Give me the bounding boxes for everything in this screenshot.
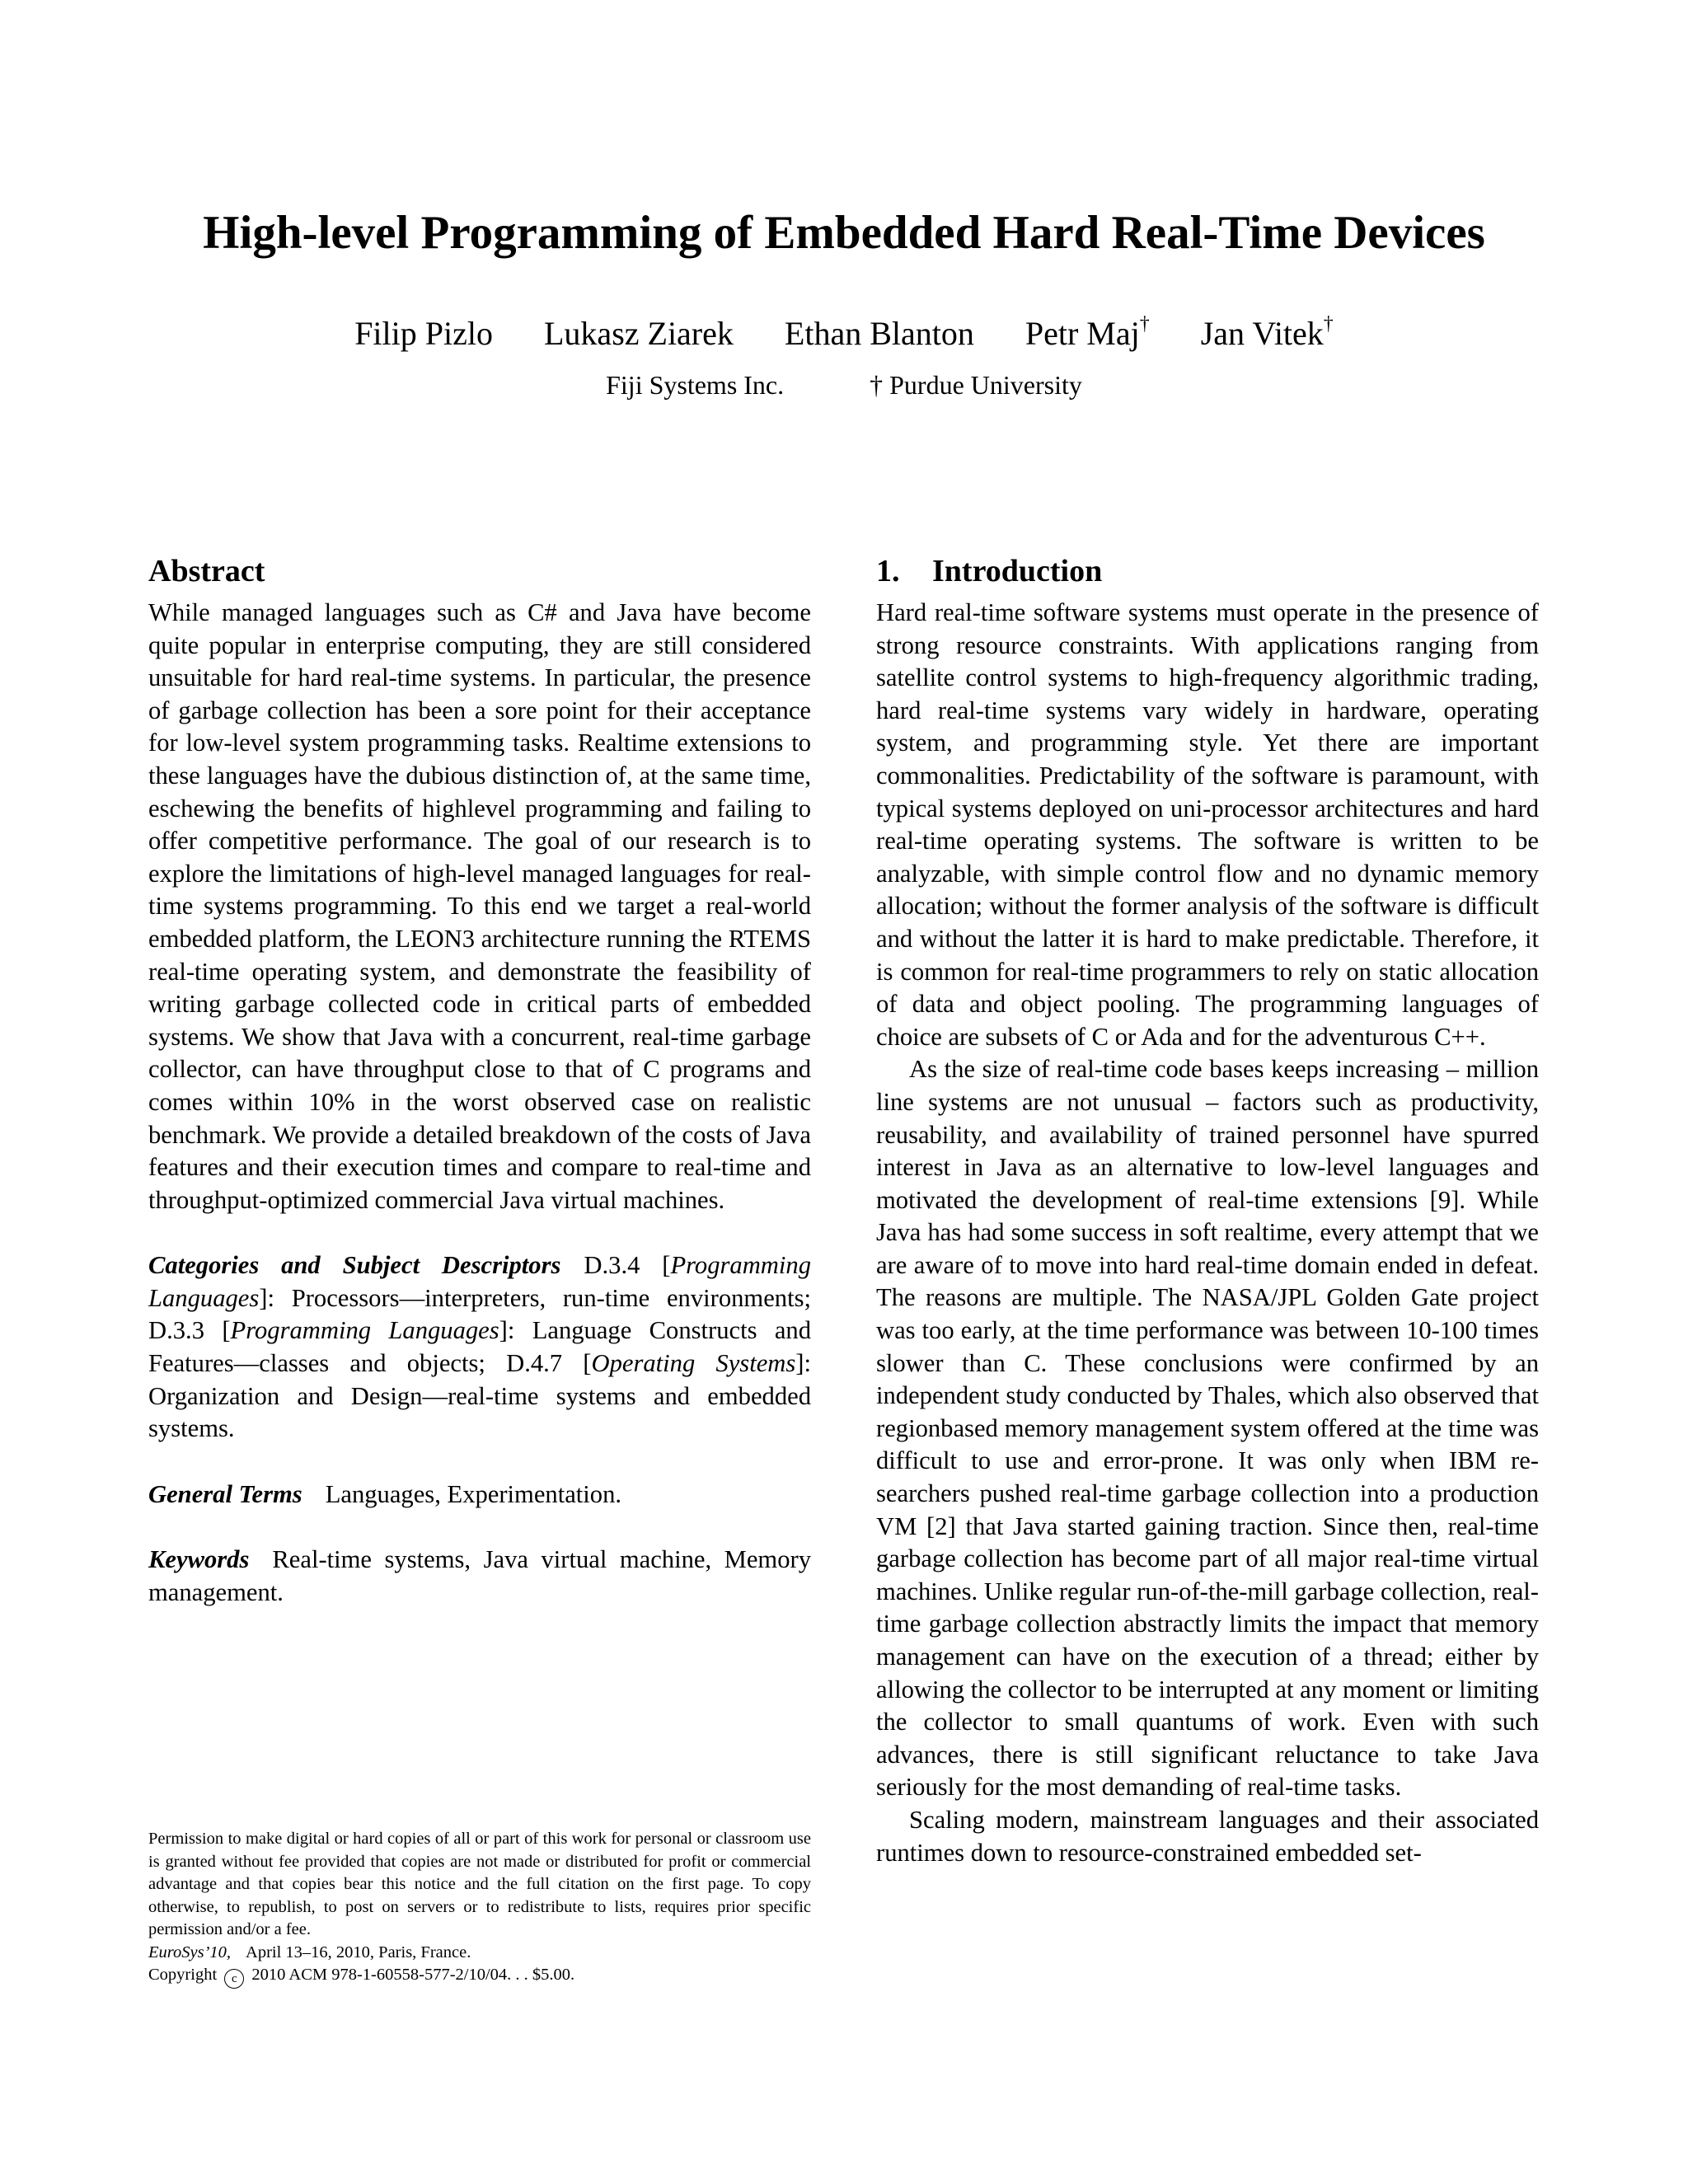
venue-name: EuroSys’10, — [148, 1943, 232, 1961]
author-name: Petr Maj — [1025, 315, 1140, 352]
author-name: Filip Pizlo — [354, 315, 493, 352]
abstract-text: While managed languages such as C# and Java have become quite popular in enterprise computing, they are still considered unsuitable for hard real-time systems. In particular, the presence of garbage collection has been a sore point for their acceptance for low-level system programming tasks. Realtime extensions to these languages have the dubious distinction of, at the same time, eschewing the benefits of highlevel programming and failing to offer competitive performance. The goal of our research is to explore the limitations of high-level managed languages for real-time systems programming. To this end we target a real-world embedded platform, the LEON3 architecture running the RTEMS real-time operating system, and demonstrate the feasibility of writing garbage collected code in critical parts of embedded systems. We show that Java with a concurrent, real-time garbage collector, can have throughput close to that of C programs and comes within 10% in the worst observed case on realistic benchmark. We provide a detailed breakdown of the costs of Java features and their execution times and compare to real-time and throughput-optimized commercial Java virtual machines. — [148, 598, 811, 1214]
author-name: Ethan Blanton — [784, 315, 974, 352]
copyright-text: 2010 ACM 978-1-60558-577-2/10/04. . . $5.00. — [251, 1966, 575, 1984]
permission-notice — [148, 1828, 811, 1989]
section-heading — [876, 551, 1539, 592]
abstract-heading: Abstract — [148, 554, 265, 588]
general-terms — [148, 1479, 811, 1511]
categories-part: D.3.4 [ — [584, 1251, 671, 1280]
author — [354, 313, 493, 354]
affiliation: † Purdue University — [870, 370, 1082, 400]
categories-part: Programming Languages — [148, 1251, 811, 1312]
affiliation-mark: † — [1139, 313, 1150, 335]
categories-part: ]: Processors—interpreters, run-time environments; D.3.3 [ — [148, 1283, 811, 1345]
copyright-line — [148, 1964, 811, 1989]
copyright-icon: c — [224, 1969, 244, 1989]
section-number: 1. — [876, 554, 900, 588]
section-title: Introduction — [932, 554, 1103, 588]
paper-title: High-level Programming of Embedded Hard Real-Time Devices — [203, 207, 1485, 259]
author-list — [0, 313, 1688, 354]
venue-line — [148, 1942, 811, 1965]
author — [1025, 313, 1150, 354]
affiliation-mark: † — [1323, 313, 1334, 335]
intro-paragraph: Scaling modern, mainstream languages and their associated runtimes down to resource-constrained embedded set- — [876, 1805, 1539, 1867]
copyright-prefix: Copyright — [148, 1966, 218, 1984]
author-name: Lukasz Ziarek — [544, 315, 734, 352]
author-name: Jan Vitek — [1200, 315, 1324, 352]
categories-part: ]: Organization and Design—real-time systems and embedded systems. — [148, 1349, 811, 1443]
venue-details: April 13–16, 2010, Paris, France. — [246, 1943, 471, 1961]
intro-paragraph: Hard real-time software systems must operate in the presence of strong resource constraints. With applications ranging from satellite control systems to high-frequency algorithmic trading, hard real-time systems vary widely in hardware, operating system, and programming style. Yet there are important commonalities. Predictability of the software is paramount, with typical systems deployed on uni-processor architectures and hard real-time operating systems. The software is written to be analyzable, with simple control flow and no dynamic memory allocation; without the former analysis of the software is difficult and without the latter it is hard to make predictable. Therefore, it is common for real-time programmers to rely on static allocation of data and object pooling. The programming languages of choice are subsets of C or Ada and for the adventurous C++. — [876, 598, 1539, 1051]
categories-part: Operating Systems — [591, 1349, 796, 1378]
general-terms-label: General Terms — [148, 1479, 302, 1508]
categories-descriptors — [148, 1249, 811, 1446]
intro-paragraph: As the size of real-time code bases keeps increasing – million line systems are not unusual – factors such as productivity, reusability, and availability of trained personnel have spurred interest in Java as an alternative to low-level languages and motivated the development of real-time extensions [9]. While Java has had some success in soft realtime, every attempt that we are aware of to move into hard real-time domain ended in defeat. The reasons are multiple. The NASA/JPL Golden Gate project was too early, at the time performance was between 10-100 times slower than C. These conclusions were confirmed by an independent study conducted by Thales, which also observed that regionbased memory management system offered at the time was difficult to use and error-prone. It was only when IBM researchers pushed real-time garbage collection into a production VM [2] that Java started gaining traction. Since then, real-time garbage collection has become part of all major real-time virtual machines. Unlike regular run-of-the-mill garbage collection, real-time garbage collection abstractly limits the impact that memory management can have on the execution of a thread; either by allowing the collector to be interrupted at any moment or limiting the collector to small quantums of work. Even with such advances, there is still significant reluctance to take Java seriously for the most demanding of real-time tasks. — [876, 1055, 1539, 1802]
keywords — [148, 1544, 811, 1609]
affiliation-list — [0, 368, 1688, 401]
permission-text: Permission to make digital or hard copies of all or part of this work for personal or classroom use is granted without fee provided that copies are not made or distributed for profit or commercial advantage and that copies bear this notice and the full citation on the first page. To copy otherwise, to republish, to post on servers or to redistribute to lists, requires prior specific permission and/or a fee. — [148, 1830, 811, 1938]
author — [544, 313, 734, 354]
categories-part: Programming Languages — [230, 1316, 499, 1345]
keywords-text: Real-time systems, Java virtual machine, Memory management. — [148, 1545, 811, 1607]
general-terms-text: Languages, Experimentation. — [325, 1479, 622, 1508]
categories-part: ]: Language Constructs and Features—classes and objects; D.4.7 [ — [148, 1316, 812, 1378]
keywords-label: Keywords — [148, 1545, 250, 1574]
author — [1201, 313, 1334, 354]
author — [785, 313, 974, 354]
affiliation: Fiji Systems Inc. — [606, 370, 785, 400]
categories-label: Categories and Subject Descriptors — [148, 1251, 561, 1280]
left-column — [148, 551, 811, 1610]
right-column — [876, 551, 1539, 1869]
